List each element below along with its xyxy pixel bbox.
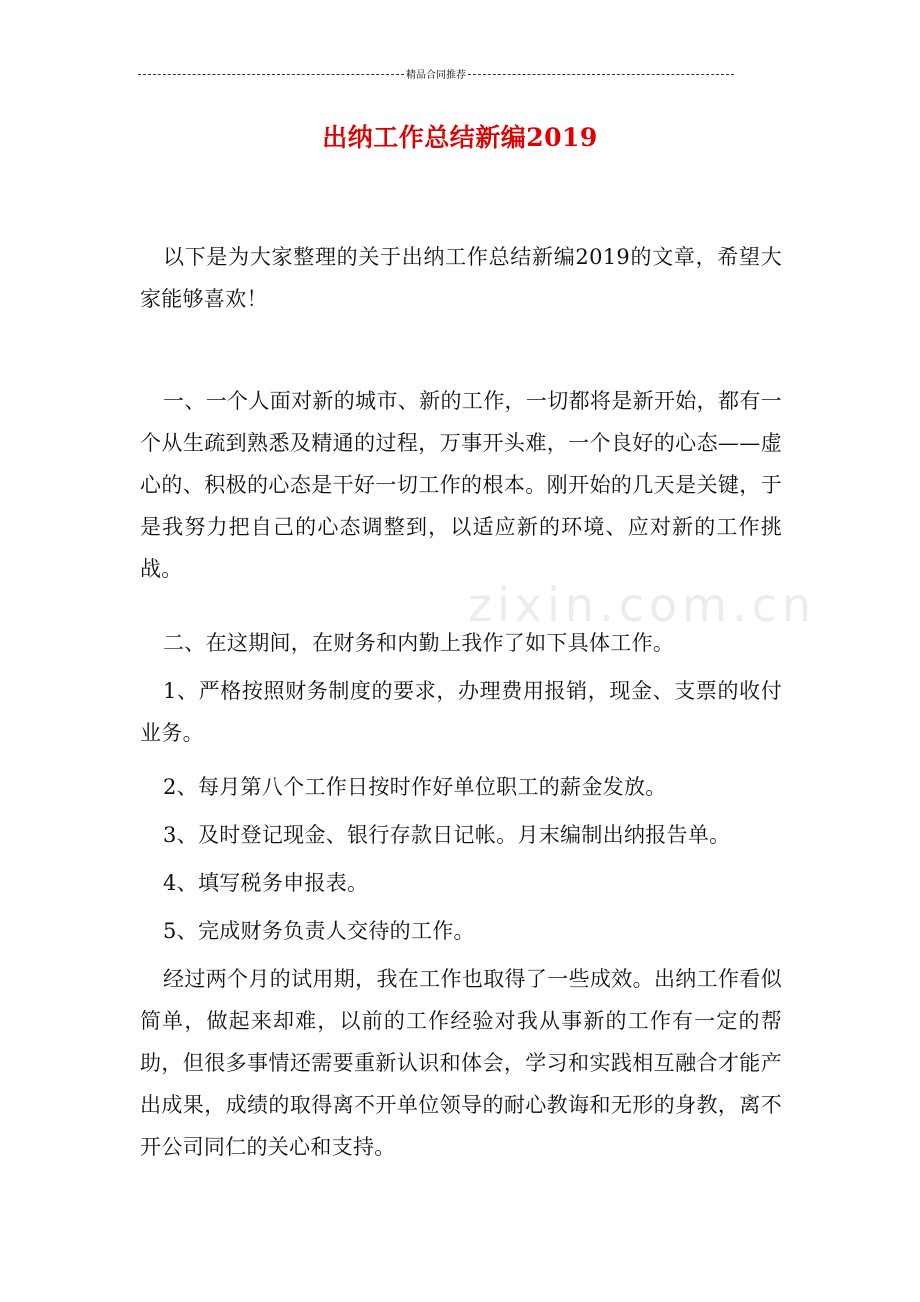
header-dash-left (138, 74, 404, 75)
paragraph-2: 二、在这期间，在财务和内勤上我作了如下具体工作。 (163, 631, 675, 655)
header-label: 精品合同推荐 (406, 70, 466, 81)
list-item-3: 3、及时登记现金、银行存款日记帐。月末编制出纳报告单。 (163, 823, 731, 847)
paragraph-1: 一、一个人面对新的城市、新的工作，一切都将是新开始，都有一个从生疏到熟悉及精通的过程，万事开头难，一个良好的心态——虚心的、积极的心态是干好一切工作的根本。刚开始的几天是关键，于是我努力把自己的心态调整到，以适应新的环境、应对新的工作挑战。 (140, 389, 782, 581)
list-item-4: 4、填写税务申报表。 (163, 871, 369, 895)
list-item-1: 1、严格按照财务制度的要求，办理费用报销，现金、支票的收付业务。 (140, 679, 782, 745)
header-dash-right (468, 74, 734, 75)
page-header (138, 66, 734, 81)
watermark: zixin.com.cn (468, 578, 817, 632)
list-item-2: 2、每月第八个工作日按时作好单位职工的薪金发放。 (163, 775, 667, 799)
paragraph-3: 经过两个月的试用期，我在工作也取得了一些成效。出纳工作看似简单，做起来却难，以前的工作经验对我从事新的工作有一定的帮助，但很多事情还需要重新认识和体会，学习和实践相互融合才能产出成果，成绩的取得离不开单位领导的耐心教诲和无形的身教，离不开公司同仁的关心和支持。 (140, 967, 782, 1159)
list-item-5: 5、完成财务负责人交待的工作。 (163, 919, 475, 943)
document-title: 出纳工作总结新编2019 (322, 123, 598, 152)
intro-paragraph: 以下是为大家整理的关于出纳工作总结新编2019的文章，希望大家能够喜欢！ (140, 245, 782, 311)
